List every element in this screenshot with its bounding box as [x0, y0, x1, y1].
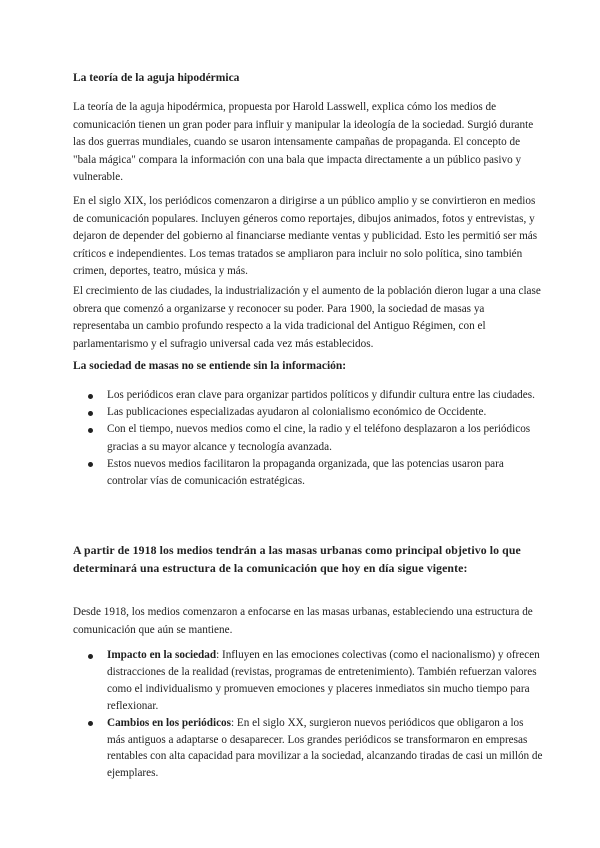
subheading-sociedad-masas: La sociedad de masas no se entiende sin la información: [73, 360, 347, 372]
list-item: Con el tiempo, nuevos medios como el cine, la radio y el teléfono desplazaron a los periódicos gracias a su mayor alcance y tecnología avanzada. [73, 421, 543, 455]
bullet-icon [88, 411, 93, 416]
list-item: Estos nuevos medios facilitaron la propaganda organizada, que las potencias usaron para controlar vías de comunicación estratégicas. [73, 456, 543, 490]
bullet-label: Cambios en los periódicos [107, 716, 232, 729]
list-item: Los periódicos eran clave para organizar partidos políticos y difundir cultura entre las ciudades. [73, 387, 543, 404]
heading-1918: A partir de 1918 los medios tendrán a las masas urbanas como principal objetivo lo que determinará una estructura de la comunicación que hoy en día sigue vigente: [73, 543, 521, 575]
bullet-icon [88, 428, 93, 433]
bullet-icon [88, 654, 93, 659]
paragraph-lasswell: La teoría de la aguja hipodérmica, propuesta por Harold Lasswell, explica cómo los medios de comunicación tienen un gran poder para influir y manipular la ideología de la sociedad. Surgió durante las dos guerras mundiales, cuando se usaron intensamente campañas de propaganda. El concepto de "bala mágica" compara la información con una bala que impacta directamente a un público pasivo y vulnerable. [73, 101, 534, 184]
paragraph-ciudades: El crecimiento de las ciudades, la industrialización y el aumento de la población dieron lugar a una clase obrera que comenzó a organizarse y reconocer su poder. Para 1900, la sociedad de masas ya representaba un cambio profundo respecto a la vida tradicional del Antiguo Régimen, con el parlamentarismo y el sufragio universal cada vez más establecidos. [73, 285, 541, 350]
bullet-icon [88, 721, 93, 726]
bullet-label: Impacto en la sociedad [107, 649, 217, 661]
bullet-list-1918 [73, 647, 543, 782]
bullet-icon [88, 394, 93, 399]
document-title: La teoría de la aguja hipodérmica [73, 72, 240, 84]
paragraph-1918: Desde 1918, los medios comenzaron a enfocarse en las masas urbanas, estableciendo una estructura de comunicación que aún se mantiene. [73, 606, 533, 636]
list-item: Impacto en la sociedad: Influyen en las emociones colectivas (como el nacionalismo) y ofrecen distracciones de la realidad (revistas, programas de entretenimiento). También refuerzan valores como el individualismo y promueven emociones y placeres inmediatos sin mucho tiempo para reflexionar. [73, 647, 543, 715]
paragraph-siglo-xix: En el siglo XIX, los periódicos comenzaron a dirigirse a un público amplio y se convirtieron en medios de comunicación populares. Incluyen géneros como reportajes, dibujos animados, fotos y entrevistas, y dejaron de depender del gobierno al financiarse mediante ventas y publicidad. Esto les permitió ser más críticos e independientes. Los temas tratados se ampliaron para incluir no solo política, sino también crimen, deportes, teatro, música y más. [73, 195, 538, 278]
list-item: Las publicaciones especializadas ayudaron al colonialismo económico de Occidente. [73, 404, 543, 421]
bullet-list-medios [73, 387, 543, 490]
bullet-icon [88, 462, 93, 467]
list-item: Cambios en los periódicos: En el siglo XX, surgieron nuevos periódicos que obligaron a los más antiguos a adaptarse o desaparecer. Los grandes periódicos se transformaron en empresas rentables con alta capacidad para movilizar a la sociedad, alcanzando tiradas de casi un millón de ejemplares. [73, 715, 543, 783]
